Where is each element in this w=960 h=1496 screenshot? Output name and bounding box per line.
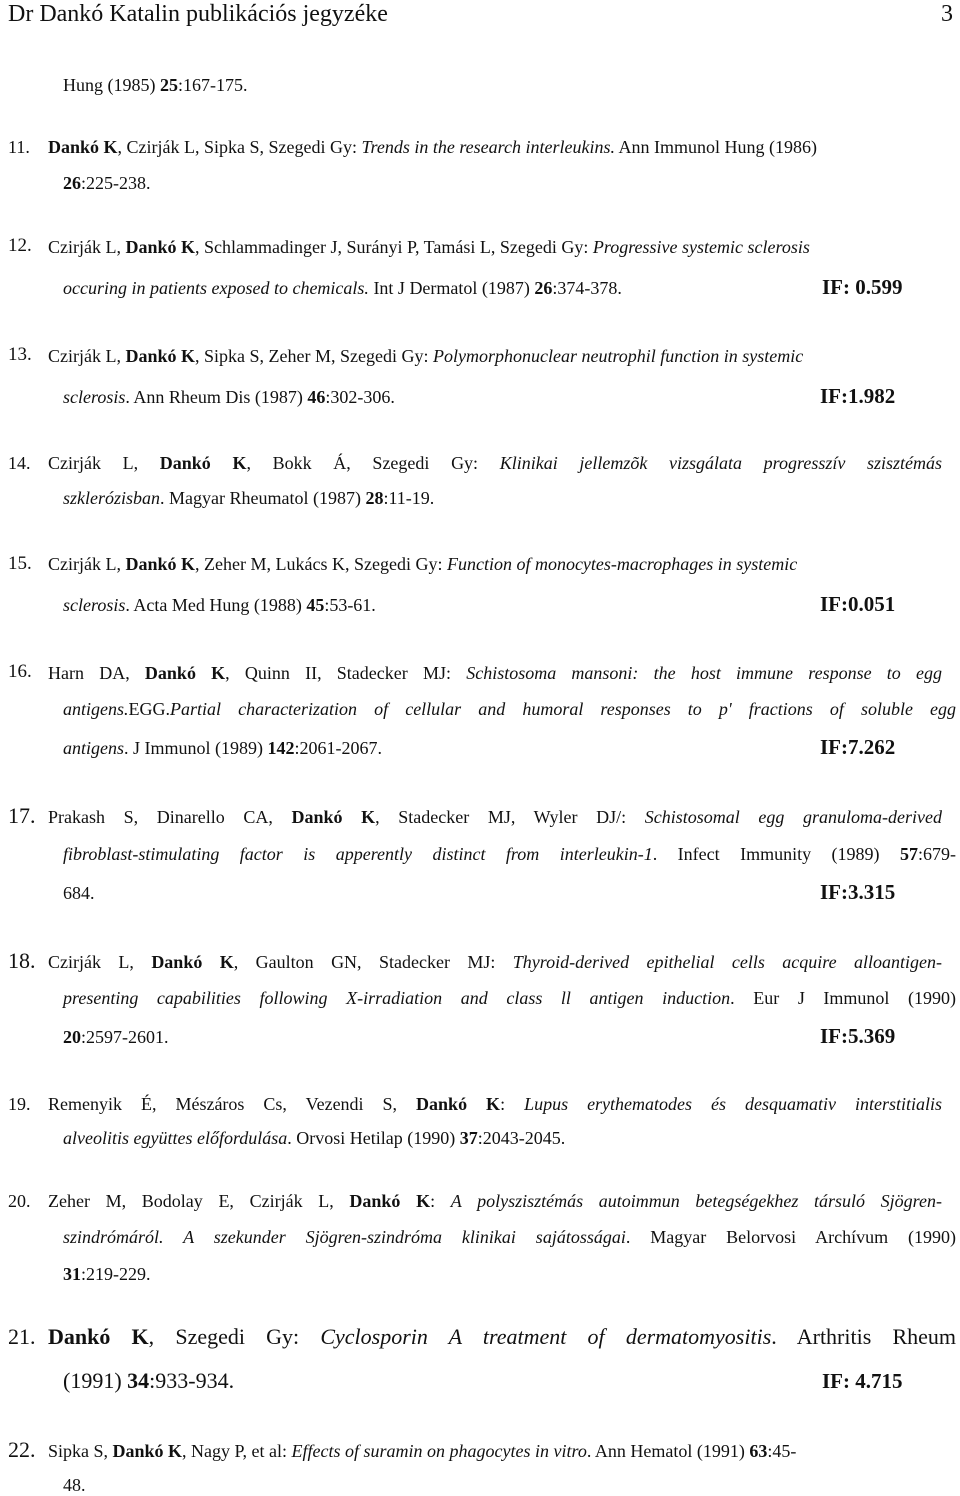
entry-16-line-2: antigens.EGG.Partial characterization of cellular and humoral responses to p' fractions of soluble egg [63,699,956,719]
entry-22-line-2: 48. [63,1475,86,1495]
author-highlight: Dankó K [349,1191,431,1211]
entry-number: 14. [8,453,31,473]
entry-number: 15. [8,553,32,574]
entry-18-line-1: Czirják L, Dankó K, Gaulton GN, Stadecker MJ: Thyroid-derived epithelial cells acquire alloantigen- [48,952,943,972]
author-highlight: Dankó K [125,554,196,574]
entry-18-line-3: 20:2597-2601. [63,1027,169,1047]
author-highlight: Dankó K [144,663,226,683]
entry-16-line-3: antigens. J Immunol (1989) 142:2061-2067. [63,738,382,758]
entry-15-line-2: sclerosis. Acta Med Hung (1988) 45:53-61. [63,595,376,615]
entry-21-line-1: Dankó K, Szegedi Gy: Cyclosporin A treatment of dermatomyositis. Arthritis Rheum [48,1324,956,1349]
entry-number: 20. [8,1191,31,1211]
entry-17-line-1: Prakash S, Dinarello CA, Dankó K, Stadecker MJ, Wyler DJ/: Schistosomal egg granuloma-derived [48,807,943,827]
entry-12-line-2: occuring in patients exposed to chemicals. Int J Dermatol (1987) 26:374-378. [63,278,622,298]
entry-16-line-1: Harn DA, Dankó K, Quinn II, Stadecker MJ: Schistosoma mansoni: the host immune response to egg [48,663,942,683]
impact-factor: IF: 4.715 [822,1369,903,1393]
author-highlight: Dankó K [416,1094,501,1114]
author-highlight: Dankó K [48,1324,149,1349]
entry-18-line-2: presenting capabilities following X-irradiation and class ll antigen induction. Eur J Immunol (1990) [63,988,957,1008]
author-highlight: Dankó K [151,952,234,972]
entry-22-line-1: Sipka S, Dankó K, Nagy P, et al: Effects of suramin on phagocytes in vitro. Ann Hematol (1991) 63:45- [48,1441,797,1461]
entry-14-line-1: Czirják L, Dankó K, Bokk Á, Szegedi Gy: Klinikai jellemzõk vizsgálata progresszív szisztémás [48,453,942,473]
impact-factor: IF:7.262 [820,735,896,759]
impact-factor: IF: 0.599 [822,275,903,299]
entry-20-line-3: 31:219-229. [63,1264,151,1284]
author-highlight: Dankó K [159,453,247,473]
author-highlight: Dankó K [125,346,196,366]
entry-15-line-1: Czirják L, Dankó K, Zeher M, Lukács K, Szegedi Gy: Function of monocytes-macrophages in systemic [48,554,798,574]
entry-number: 13. [8,344,32,365]
author-highlight: Dankó K [125,237,196,257]
author-highlight: Dankó K [48,137,118,157]
impact-factor: IF:0.051 [820,592,896,616]
entry-number: 21. [8,1324,36,1349]
entry-19-line-1: Remenyik É, Mészáros Cs, Vezendi S, Dankó K: Lupus erythematodes és desquamativ interstitialis [48,1094,942,1114]
author-highlight: Dankó K [291,807,376,827]
entry-10-line-1: Hung (1985) 25:167-175. [63,75,248,95]
author-highlight: Dankó K [112,1441,183,1461]
entry-number: 16. [8,661,32,682]
entry-number: 12. [8,235,32,256]
article-title: Trends in the research interleukins. [361,137,615,157]
entry-number: 22. [8,1437,36,1462]
entry-12-line-1: Czirják L, Dankó K, Schlammadinger J, Surányi P, Tamási L, Szegedi Gy: Progressive systemic sclerosis [48,237,810,257]
document-title: Dr Dankó Katalin publikációs jegyzéke [8,1,388,27]
entry-20-line-1: Zeher M, Bodolay E, Czirják L, Dankó K: A polyszisztémás autoimmun betegségekhez társuló Sjögren- [48,1191,942,1211]
entry-13-line-1: Czirják L, Dankó K, Sipka S, Zeher M, Szegedi Gy: Polymorphonuclear neutrophil function in systemic [48,346,804,366]
entry-21-line-2: (1991) 34:933-934. [63,1368,235,1393]
impact-factor: IF:1.982 [820,384,896,408]
impact-factor: IF:3.315 [820,880,896,904]
entry-number: 18. [8,948,36,973]
entry-number: 19. [8,1094,31,1114]
entry-number: 11. [8,137,30,157]
entry-13-line-2: sclerosis. Ann Rheum Dis (1987) 46:302-306. [63,387,395,407]
entry-19-line-2: alveolitis együttes előfordulása. Orvosi Hetilap (1990) 37:2043-2045. [63,1128,566,1148]
entry-number: 17. [8,803,36,828]
entry-11-line-1: Dankó K, Czirják L, Sipka S, Szegedi Gy: Trends in the research interleukins. Ann Immunol Hung (1986) [48,137,817,157]
entry-17-line-3: 684. [63,883,95,903]
impact-factor: IF:5.369 [820,1024,896,1048]
entry-11-line-2: 26:225-238. [63,173,151,193]
page-number: 3 [941,1,953,27]
entry-20-line-2: szindrómáról. A szekunder Sjögren-szindróma klinikai sajátosságai. Magyar Belorvosi Archívum (1990) [63,1227,956,1247]
entry-14-line-2: szklerózisban. Magyar Rheumatol (1987) 28:11-19. [63,488,435,508]
entry-17-line-2: fibroblast-stimulating factor is apperently distinct from interleukin-1. Infect Immunity (1989) 57:679- [63,844,956,864]
